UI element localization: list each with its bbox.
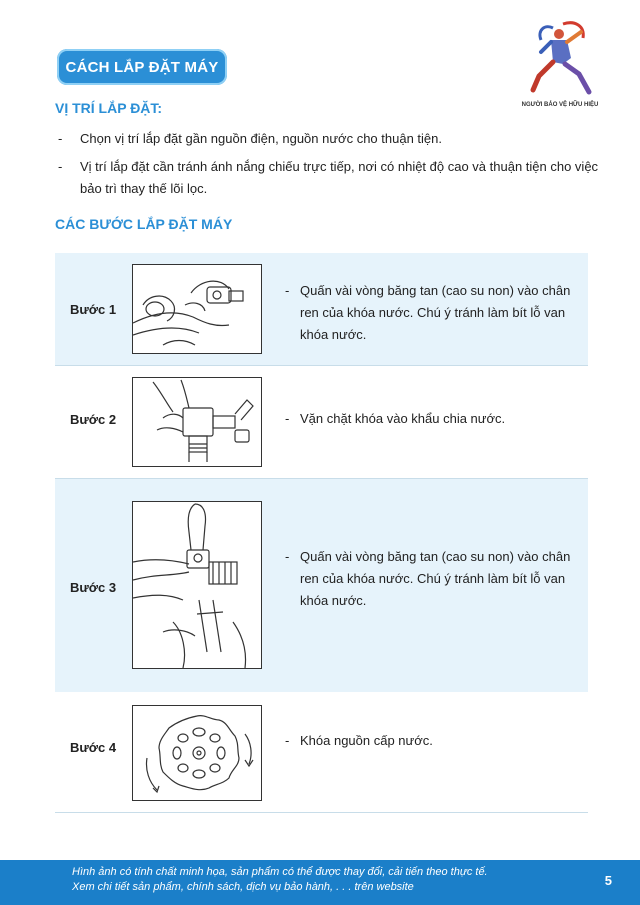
page-number: 5 xyxy=(604,873,612,888)
step-dash: - xyxy=(285,283,290,298)
logo-caption: NGƯỜI BẢO VỆ HỮU HIỆU xyxy=(521,102,599,108)
step-dash: - xyxy=(285,411,290,426)
page-footer xyxy=(0,860,640,905)
step-label-3: Bước 3 xyxy=(70,580,117,595)
tape-wrapping-illustration xyxy=(132,264,262,354)
valve-tightening-illustration xyxy=(132,377,262,467)
step-text: Quấn vài vòng băng tan (cao su non) vào chân ren của khóa nước. Chú ý tránh làm bít lỗ van khóa nước. xyxy=(300,283,571,342)
step-divider xyxy=(55,478,588,479)
hand-valve-wrench-illustration xyxy=(132,501,262,669)
step-dash: - xyxy=(285,733,290,748)
section-header-badge xyxy=(57,49,227,85)
step-desc-4 xyxy=(285,730,585,752)
step-desc-2 xyxy=(285,408,585,430)
step-text: Vặn chặt khóa vào khẩu chia nước. xyxy=(300,411,506,426)
step-label-2: Bước 2 xyxy=(70,412,117,427)
bullet-dash: - xyxy=(58,131,63,146)
water-valve-handle-illustration xyxy=(132,705,262,801)
step-divider xyxy=(55,812,588,813)
step-text: Quấn vài vòng băng tan (cao su non) vào chân ren của khóa nước. Chú ý tránh làm bít lỗ van khóa nước. xyxy=(300,549,571,608)
footer-note-line-2: Xem chi tiết sản phẩm, chính sách, dịch vụ bảo hành, . . . trên website xyxy=(72,881,414,893)
step-divider xyxy=(55,365,588,366)
bullet-text: Chọn vị trí lắp đặt gần nguồn điện, nguồn nước cho thuận tiện. xyxy=(80,131,442,146)
step-desc-1 xyxy=(285,280,585,346)
location-bullet xyxy=(58,128,598,150)
athlete-figure-icon xyxy=(523,18,597,100)
step-dash: - xyxy=(285,549,290,564)
step-text: Khóa nguồn cấp nước. xyxy=(300,733,433,748)
step-label-1: Bước 1 xyxy=(70,302,117,317)
location-title: VỊ TRÍ LẮP ĐẶT: xyxy=(55,100,163,116)
footer-note-line-1: Hình ảnh có tính chất minh họa, sản phẩm có thể được thay đổi, cải tiến theo thực tế. xyxy=(72,866,488,878)
location-bullet xyxy=(58,156,598,200)
brand-logo xyxy=(515,18,605,113)
step-desc-3 xyxy=(285,546,585,612)
bullet-dash: - xyxy=(58,159,63,174)
bullet-text: Vị trí lắp đặt cần tránh ánh nắng chiếu trực tiếp, nơi có nhiệt độ cao và thuận tiện cho việc bảo trì thay thế lõi lọc. xyxy=(80,159,599,196)
section-header-label: CÁCH LẮP ĐẶT MÁY xyxy=(65,58,219,76)
steps-title: CÁC BƯỚC LẮP ĐẶT MÁY xyxy=(55,216,233,232)
step-label-4: Bước 4 xyxy=(70,740,117,755)
